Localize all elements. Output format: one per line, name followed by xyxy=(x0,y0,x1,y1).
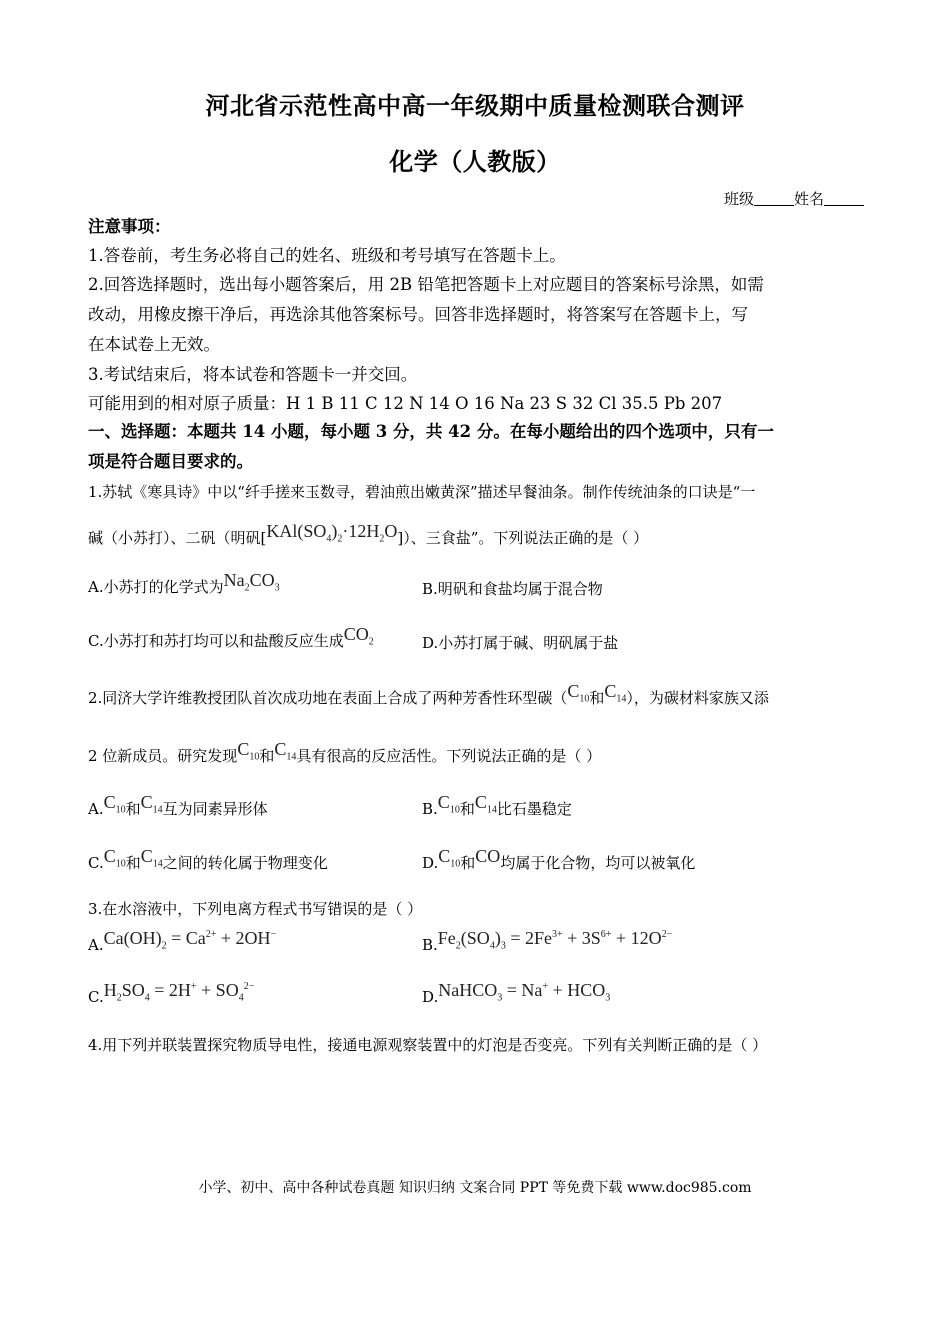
name-blank xyxy=(824,191,864,206)
q2-stem: 2.同济大学许维教授团队首次成功地在表面上合成了两种芳香性环型碳（$C_{10}$和$C_{14}$），为碳材料家族又添 xyxy=(88,681,769,707)
q1-stem: 1.苏轼《寒具诗》中以“纤手搓来玉数寻，碧油煎出嫩黄深”描述早餐油条。制作传统油条的口诀是“一 xyxy=(88,483,756,501)
atomic-mass-list: 可能用到的相对原子质量：H 1 B 11 C 12 N 14 O 16 Na 23 S 32 Cl 35.5 Pb 207 xyxy=(88,394,723,413)
q3-option-a: $A.Ca(OH)_2 = Ca^{2+} + 2OH^-$ xyxy=(88,928,277,954)
q1-option-b: B.明矾和食盐均属于混合物 xyxy=(422,580,603,598)
q3-option-d: D.NaHCO$_3$ = $Na^+ + HCO_3$ xyxy=(422,980,611,1006)
class-label: 班级 xyxy=(723,190,754,208)
section-1-heading-cont: 项是符合题目要求的。 xyxy=(88,452,253,471)
q3-option-b: $B.Fe_2(SO_4)_3 = 2Fe^{3+} + 3S^{6+} + 12O^{2-}$ xyxy=(422,928,673,954)
class-name-field xyxy=(724,188,864,209)
name-label: 姓名 xyxy=(793,190,824,208)
notice-item-2: 2.回答选择题时，选出每小题答案后，用 2B 铅笔把答题卡上对应题目的答案标号涂黑，如需 xyxy=(88,275,764,294)
class-blank xyxy=(754,191,794,206)
q1-option-a: A.小苏打的化学式为$Na_2CO_3$ xyxy=(88,570,280,596)
q2-option-a: $A.C_{10}$和$C_{14}$互为同素异形体 xyxy=(88,792,268,818)
q3-stem: 3.在水溶液中，下列电离方程式书写错误的是（ ） xyxy=(88,900,423,918)
q3-option-c: $C.H_2SO_4 = 2H^+ + SO_4^{2-}$ xyxy=(88,980,255,1006)
exam-title: 河北省示范性高中高一年级期中质量检测联合测评 xyxy=(205,91,745,120)
exam-subtitle: 化学（人教版） xyxy=(389,147,561,176)
co2-formula: $CO_2$ xyxy=(343,624,374,648)
q2-option-c: $C.C_{10}$和$C_{14}$之间的转化属于物理变化 xyxy=(88,846,328,872)
notice-item-2-end: 在本试卷上无效。 xyxy=(88,335,220,354)
notice-item-1: 1.答卷前，考生务必将自己的姓名、班级和考号填写在答题卡上。 xyxy=(88,246,566,265)
q1-stem-cont: 碱（小苏打）、二矾（明矾$[KAl(SO_4)_2\cdot 12H_2O]$）、三食盐”。下列说法正确的是（ ） xyxy=(88,520,648,551)
q2-option-b: $B.C_{10}$和$C_{14}$比石墨稳定 xyxy=(422,792,572,818)
page-footer: 小学、初中、高中各种试卷真题 知识归纳 文案合同 PPT 等免费下载 www.doc985.com xyxy=(198,1180,752,1196)
alum-formula: $KAl(SO_4)_2\cdot 12H_2O$ xyxy=(266,521,398,545)
notice-item-3: 3.考试结束后，将本试卷和答题卡一并交回。 xyxy=(88,365,418,384)
notice-heading: 注意事项： xyxy=(88,217,171,236)
q1-option-d: D.小苏打属于碱、明矾属于盐 xyxy=(422,634,619,652)
q4-stem: 4.用下列并联装置探究物质导电性，接通电源观察装置中的灯泡是否变亮。下列有关判断正确的是（ ） xyxy=(88,1036,768,1054)
q2-option-d: $D.C_{10}$和CO均属于化合物，均可以被氧化 xyxy=(422,846,696,872)
na2co3-formula: $Na_2CO_3$ xyxy=(223,570,280,594)
section-1-heading: 一、选择题：本题共 14 小题，每小题 3 分，共 42 分。在每小题给出的四个选项中，只有一 xyxy=(88,422,774,441)
q1-option-c: C.小苏打和苏打均可以和盐酸反应生成$CO_2$ xyxy=(88,624,374,650)
notice-item-2-cont: 改动，用橡皮擦干净后，再选涂其他答案标号。回答非选择题时，将答案写在答题卡上，写 xyxy=(88,305,748,324)
q2-stem-cont: 2 位新成员。研究发现$C_{10}$和$C_{14}$具有很高的反应活性。下列说法正确的是（ ） xyxy=(88,739,602,765)
